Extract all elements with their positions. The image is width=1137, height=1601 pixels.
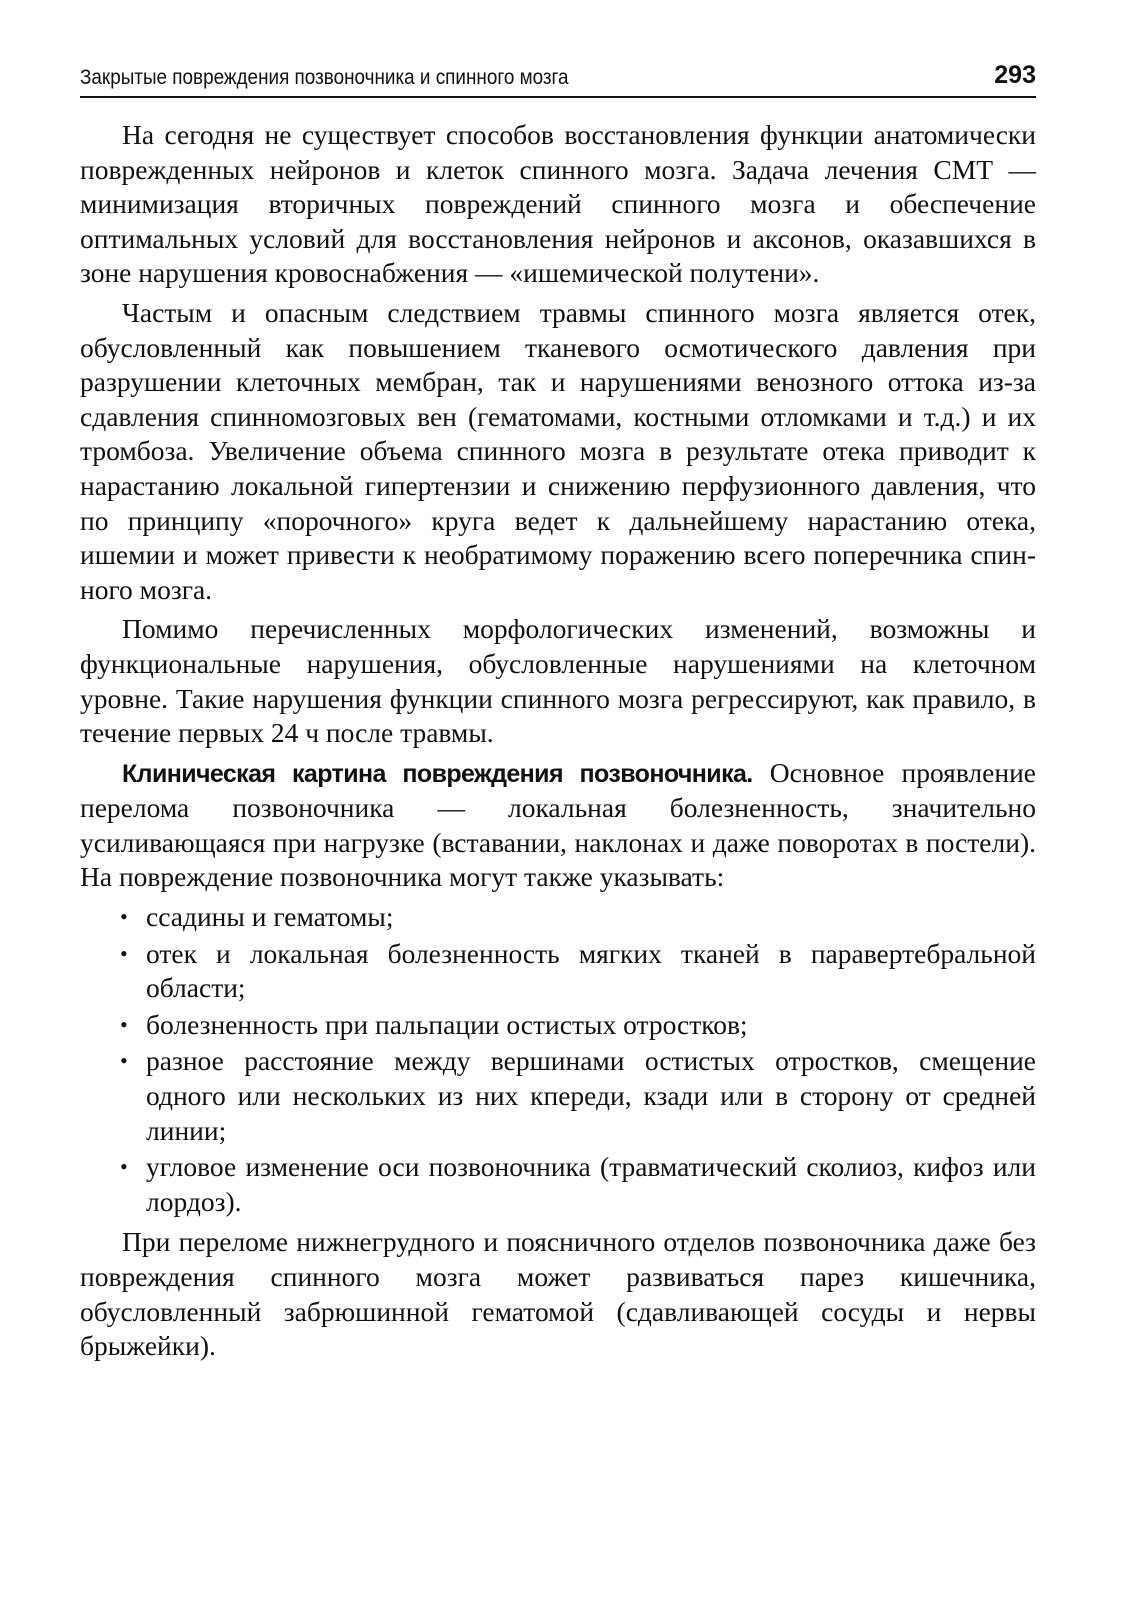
paragraph-treatment: На сегодня не существует способов восстановления функции анатомически поврежденных нейронов и клеток спинного мозга. Задача лечения СМТ — минимизация вторичных повреждений спинного мозга и обеспечение оптимальных условий для восстановления нейронов и аксонов, оказавшихся в зоне нарушения кровоснабжения — «ишемической полутени». <box>80 119 1036 289</box>
list-item <box>80 1008 1036 1043</box>
list-item <box>80 900 1036 935</box>
list-item-text: ссадины и гематомы; <box>146 901 394 933</box>
bullet-icon: • <box>120 1011 128 1037</box>
paragraph-clinical-picture <box>80 756 1036 895</box>
clinical-text: Основное проявление перелома позвоночника — локальная болезненность, значительно усиливающаяся при нагрузке (вставании, наклонах и даже поворотах в постели). На повреждение позвоночника могут также указывать: <box>80 756 1037 893</box>
paragraph-final: При переломе нижнегрудного и поясничного отделов позвоночника даже без повреждения спинного мозга может развиваться парез кишечника, обусловленный забрюшинной гематомой (сдавливающей сосуды и нервы брыжейки). <box>80 1226 1036 1362</box>
paragraph-functional: Помимо перечисленных морфологических изменений, возможны и функциональные нарушения, обусловленные нарушениями на клеточном уровне. Такие нарушения функции спинного мозга регрессируют, как правило, в течение первых 24 ч после травмы. <box>80 613 1036 749</box>
book-page <box>80 56 1036 1369</box>
bullet-icon: • <box>120 904 128 930</box>
body-text <box>80 118 1036 1364</box>
symptom-list <box>80 900 1036 1219</box>
bullet-icon: • <box>120 1048 128 1074</box>
paragraph-edema: Частым и опасным следствием травмы спинного мозга является отек, обусловленный как повышением тканевого осмотического давления при разрушении клеточных мембран, так и нарушениями венозного оттока из-за сдавления спинномозговых вен (гематомами, костными отломками и т.д.) и их тромбоза. Увеличение объема спинного мозга в результате отека приводит к нарастанию локальной гипертензии и снижению перфузионного давления, что по принципу «порочного» круга ведет к дальнейшему нарастанию отека, ишемии и может привести к необратимому поражению всего поперечника спинного мозга. <box>80 296 1036 605</box>
list-item <box>80 937 1036 1006</box>
running-title: Закрытые повреждения позвоночника и спинного мозга <box>80 66 569 89</box>
list-item-text: отек и локальная болезненность мягких тканей в паравертебральной области; <box>146 937 1036 1004</box>
list-item-text: болезненность при пальпации остистых отростков; <box>146 1008 748 1040</box>
list-item-text: разное расстояние между вершинами остистых отростков, смещение одного или нескольких из них кпереди, кзади или в сторону от средней линии; <box>146 1045 1036 1146</box>
list-item <box>80 1044 1036 1148</box>
page-number: 293 <box>994 61 1036 89</box>
clinical-heading: Клиническая картина повреждения позвоночника. <box>122 759 753 788</box>
list-item <box>80 1150 1036 1219</box>
list-item-text: угловое изменение оси позвоночника (травматический сколиоз, кифоз или лордоз). <box>146 1151 1036 1217</box>
running-header <box>80 56 1036 98</box>
bullet-icon: • <box>120 1154 128 1180</box>
bullet-icon: • <box>120 940 128 966</box>
